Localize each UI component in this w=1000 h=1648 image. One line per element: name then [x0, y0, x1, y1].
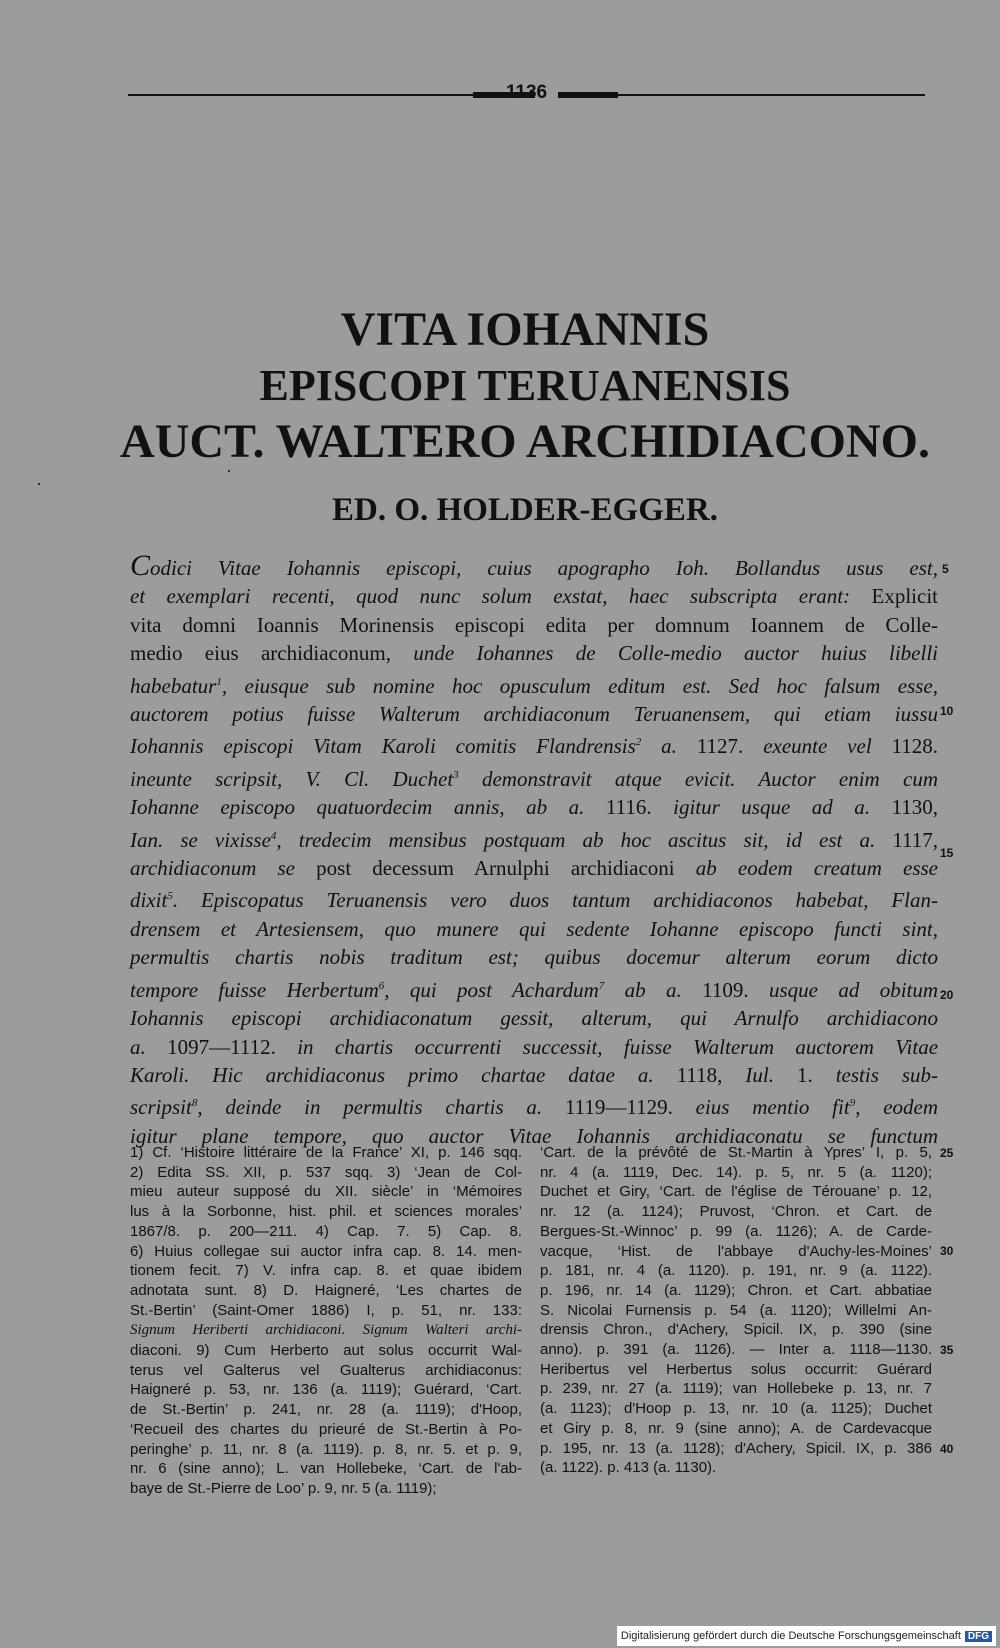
dfg-logo: DFG [965, 1631, 992, 1642]
line-number: 35 [940, 1343, 954, 1357]
body-line-text: tempore fuisse Herbertum [130, 977, 379, 1002]
body-line [130, 1061, 938, 1089]
page-number: 1136 [505, 82, 548, 103]
footnote-line: terus vel Galterus vel Gualterus archidiaconus: [130, 1361, 522, 1379]
body-line [130, 1033, 938, 1061]
body-line: permultis chartis nobis traditum est; quibus docemur alterum eorum dicto [130, 945, 938, 970]
body-line-text: testis sub- [835, 1062, 939, 1087]
line-number: 20 [940, 988, 954, 1002]
footnote-ref: 4 [270, 829, 277, 842]
body-line [130, 972, 938, 1004]
line-number: 5 [942, 562, 949, 576]
body-line [130, 549, 938, 582]
body-line: auctorem potius fuisse Walterum archidiaconum Teruanensem, qui etiam iussu [130, 702, 938, 727]
body-line-text: igitur usque ad a. [673, 795, 871, 820]
footnote-line: mieu auteur supposé du XII. siècle’ in ‘Mémoires [130, 1183, 522, 1201]
body-line: vita domni Ioannis Morinensis episcopi edita per domnum Ioannem de Colle- [130, 612, 938, 637]
body-line-text: Karoli. Hic archidiaconus primo chartae datae a. [130, 1062, 654, 1087]
body-line [130, 639, 938, 667]
footnote-line: ‘Cart. de la prévôté de St.-Martin à Ypres’ I, p. 5, [540, 1144, 932, 1161]
footnotes-left-column [130, 1143, 522, 1499]
footnote-ref: 2 [635, 736, 642, 749]
footnote-line: (a. 1123); d'Hoop p. 13, nr. 10 (a. 1125); Duchet [540, 1400, 932, 1418]
body-line-text: a. [130, 1034, 146, 1059]
body-line-text: 1097—1112. [167, 1034, 276, 1059]
body-line [130, 761, 938, 793]
footnote-ref: 6 [378, 979, 385, 992]
body-line-text: et exemplari recenti, quod nunc solum exstat, haec subscripta erant: [130, 584, 851, 609]
credit-text: Digitalisierung gefördert durch die Deutsche Forschungsgemeinschaft [620, 1630, 961, 1642]
body-line-text: Explicit [871, 584, 938, 609]
scan-speck [38, 483, 40, 485]
line-number: 25 [940, 1146, 954, 1160]
footnote-line: nr. 4 (a. 1119, Dec. 14). p. 5, nr. 5 (a. 1120); [540, 1163, 932, 1181]
footnote-ref: 1 [216, 675, 222, 688]
body-line [130, 1089, 938, 1121]
body-line-text: dixit [130, 888, 168, 913]
body-line-text: Iul. [745, 1062, 774, 1087]
footnote-ref: 9 [849, 1097, 856, 1110]
footnote-ref: 3 [453, 768, 459, 781]
body-line-text: odici Vitae Iohannis episcopi, cuius apographo Ioh. Bollandus usus est, [150, 556, 938, 580]
body-line-text: Ian. se vixisse [130, 827, 271, 852]
footnote-line: 6) Huius collegae sui auctor infra cap. 8. 14. men- [130, 1242, 522, 1260]
body-line-text: 1116. [605, 795, 652, 820]
body-line-text: exeunte vel [763, 734, 872, 759]
body-line-text: , eodem [855, 1095, 939, 1120]
page-header [128, 80, 925, 110]
footnote-line: 1) Cf. ‘Histoire littéraire de la France’ XI, p. 146 sqq. [130, 1144, 522, 1161]
body-line-text: ab eodem creatum esse [695, 856, 939, 881]
body-line [130, 668, 938, 700]
footnote-line: S. Nicolai Furnensis p. 54 (a. 1120); Willelmi An- [540, 1301, 932, 1319]
body-line-text: ab a. [624, 977, 682, 1002]
footnote-line: 1867/8. p. 200—211. 4) Cap. 7. 5) Cap. 8. [130, 1222, 522, 1240]
body-line-text: , deinde in permultis chartis a. [197, 1095, 543, 1120]
body-line-text: 1128. [891, 734, 939, 759]
body-line-text: eius mentio fit [695, 1095, 850, 1120]
body-line: drensem et Artesiensem, quo munere qui sedente Iohanne episcopo functi sint, [130, 916, 938, 941]
body-line [130, 854, 938, 882]
footnote-line: nr. 6 (sine anno); L. van Hollebeke, ‘Cart. de l'ab- [130, 1460, 522, 1478]
footnote-line-text: Signum Heriberti archidiaconi. Signum Walteri archi- [130, 1322, 522, 1339]
body-line-text: Iohannis episcopi Vitam Karoli comitis Flandrensis [130, 734, 636, 759]
body-line-text: , tredecim mensibus postquam ab hoc ascitus sit, id est a. [276, 827, 876, 852]
scan-speck [228, 470, 230, 472]
footnote-line: St.-Bertin’ (Saint-Omer 1886) I, p. 51, nr. 133: [130, 1301, 522, 1319]
footnotes-right-column [540, 1143, 932, 1478]
body-line-text: 1. [796, 1062, 813, 1087]
footnote-line [130, 1320, 522, 1341]
footnote-ref: 5 [167, 890, 173, 903]
footnote-line: peringhe’ p. 11, nr. 8 (a. 1119). p. 8, nr. 5. et p. 9, [130, 1440, 522, 1458]
body-line-text: demonstravit atque evicit. Auctor enim cum [481, 766, 939, 791]
footnote-line: drensis Chron., d'Achery, Spicil. IX, p. 390 (sine [540, 1321, 932, 1339]
body-line-text: ineunte scripsit, V. Cl. Duchet [130, 766, 454, 791]
footnote-line: vacque, ‘Hist. de l'abbaye d'Auchy-les-Moines’ [540, 1242, 932, 1260]
page-title [100, 303, 950, 468]
body-line [130, 882, 938, 914]
line-number: 40 [940, 1442, 954, 1456]
footnote-line: diaconi. 9) Cum Herberto aut solus occurrit Wal- [130, 1342, 522, 1360]
footnote-line: Haigneré p. 53, nr. 136 (a. 1119); Guérard, ‘Cart. [130, 1381, 522, 1399]
line-number: 10 [940, 704, 954, 718]
body-line-text: Iohanne episcopo quatuordecim annis, ab a. [130, 795, 585, 820]
footnote-line: Bergues-St.-Winnoc’ p. 99 (a. 1126); A. de Carde- [540, 1222, 932, 1240]
footnote-line: 2) Edita SS. XII, p. 537 sqq. 3) ‘Jean de Col- [130, 1163, 522, 1181]
body-line-text: 1109. [702, 977, 749, 1002]
body-line [130, 582, 938, 610]
footnote-line: et Giry p. 8, nr. 9 (sine anno); A. de Cardevacque [540, 1419, 932, 1437]
footnote-line: ‘Recueil des chartes du prieuré de St.-Bertin à Po- [130, 1420, 522, 1438]
body-line-text: 1130, [891, 795, 939, 820]
title-line-3: AUCT. WALTERO ARCHIDIACONO. [120, 415, 930, 468]
footnote-line: p. 239, nr. 27 (a. 1119); van Hollebeke p. 13, nr. 7 [540, 1380, 932, 1398]
drop-capital: C [130, 549, 151, 582]
body-line [130, 728, 938, 760]
body-line-text: 1117, [892, 827, 939, 852]
footnote-line: anno). p. 391 (a. 1126). — Inter a. 1118—1130. [540, 1341, 932, 1359]
body-line-text: 1119—1129. [564, 1095, 673, 1120]
footnote-line: p. 195, nr. 13 (a. 1128); d'Achery, Spicil. IX, p. 386 [540, 1439, 932, 1457]
body-line-text: 1118, [676, 1062, 723, 1087]
footnote-line: adnotata sunt. 8) D. Haigneré, ‘Les chartes de [130, 1281, 522, 1299]
footnote-line: p. 181, nr. 4 (a. 1120). p. 191, nr. 9 (a. 1122). [540, 1262, 932, 1280]
body-line-text: unde Iohannes de Colle-medio auctor huius libelli [413, 641, 938, 666]
editor-line: ED. O. HOLDER-EGGER. [332, 492, 718, 528]
body-line-text: usque ad obitum [769, 977, 939, 1002]
body-line-text: . Episcopatus Teruanensis vero duos tantum archidiaconos habebat, Flan- [172, 888, 938, 913]
title-line-2: EPISCOPI TERUANENSIS [259, 361, 791, 410]
body-line-text: a. [661, 734, 677, 759]
body-line-text: medio eius archidiaconum, [130, 641, 391, 666]
body-line-text: post decessum Arnulphi archidiaconi [316, 856, 675, 881]
footnote-line: Duchet et Giry, ‘Cart. de l'église de Térouane’ p. 12, [540, 1183, 932, 1201]
title-line-1: VITA IOHANNIS [340, 303, 710, 356]
body-line [130, 793, 938, 821]
body-line-text: 1127. [696, 734, 744, 759]
footnote-line: baye de St.-Pierre de Loo’ p. 9, nr. 5 (a. 1119); [130, 1479, 437, 1497]
digitization-credit [617, 1626, 996, 1646]
body-line-text: , qui post Achardum [384, 977, 599, 1002]
footnote-line: tionem fecit. 7) V. infra cap. 8. et quae ibidem [130, 1262, 522, 1280]
body-line: Iohannis episcopi archidiaconatum gessit, alterum, qui Arnulfo archidiacono [130, 1006, 938, 1031]
body-line-text: habebatur [130, 673, 217, 698]
body-line: igitur plane tempore, quo auctor Vitae Iohannis archidiaconatu se functum [130, 1123, 938, 1148]
footnote-line: (a. 1122). p. 413 (a. 1130). [540, 1459, 717, 1477]
body-line-text: in chartis occurrenti successit, fuisse Walterum auctorem Vitae [297, 1034, 939, 1059]
body-text [130, 549, 939, 1150]
footnote-line: lus à la Sorbonne, hist. phil. et sciences morales’ [130, 1203, 522, 1221]
body-line-text: , eiusque sub nomine hoc opusculum editum est. Sed hoc falsum esse, [221, 673, 938, 698]
footnote-ref: 7 [598, 979, 605, 992]
footnote-line: Heribertus vel Herbertus solus occurrit: Guérard [540, 1360, 932, 1378]
line-number: 30 [940, 1244, 954, 1258]
body-line-text: archidiaconum se [130, 856, 295, 881]
footnote-line: p. 196, nr. 14 (a. 1129); Chron. et Cart. abbatiae [540, 1281, 932, 1299]
footnote-line: de St.-Bertin’ p. 241, nr. 28 (a. 1119); d'Hoop, [130, 1401, 522, 1419]
footnote-line: nr. 12 (a. 1124); Pruvost, ‘Chron. et Cart. de [540, 1203, 932, 1221]
line-number: 15 [940, 846, 954, 860]
body-line [130, 822, 938, 854]
body-line-text: scripsit [130, 1095, 192, 1120]
footnote-ref: 8 [191, 1097, 198, 1110]
